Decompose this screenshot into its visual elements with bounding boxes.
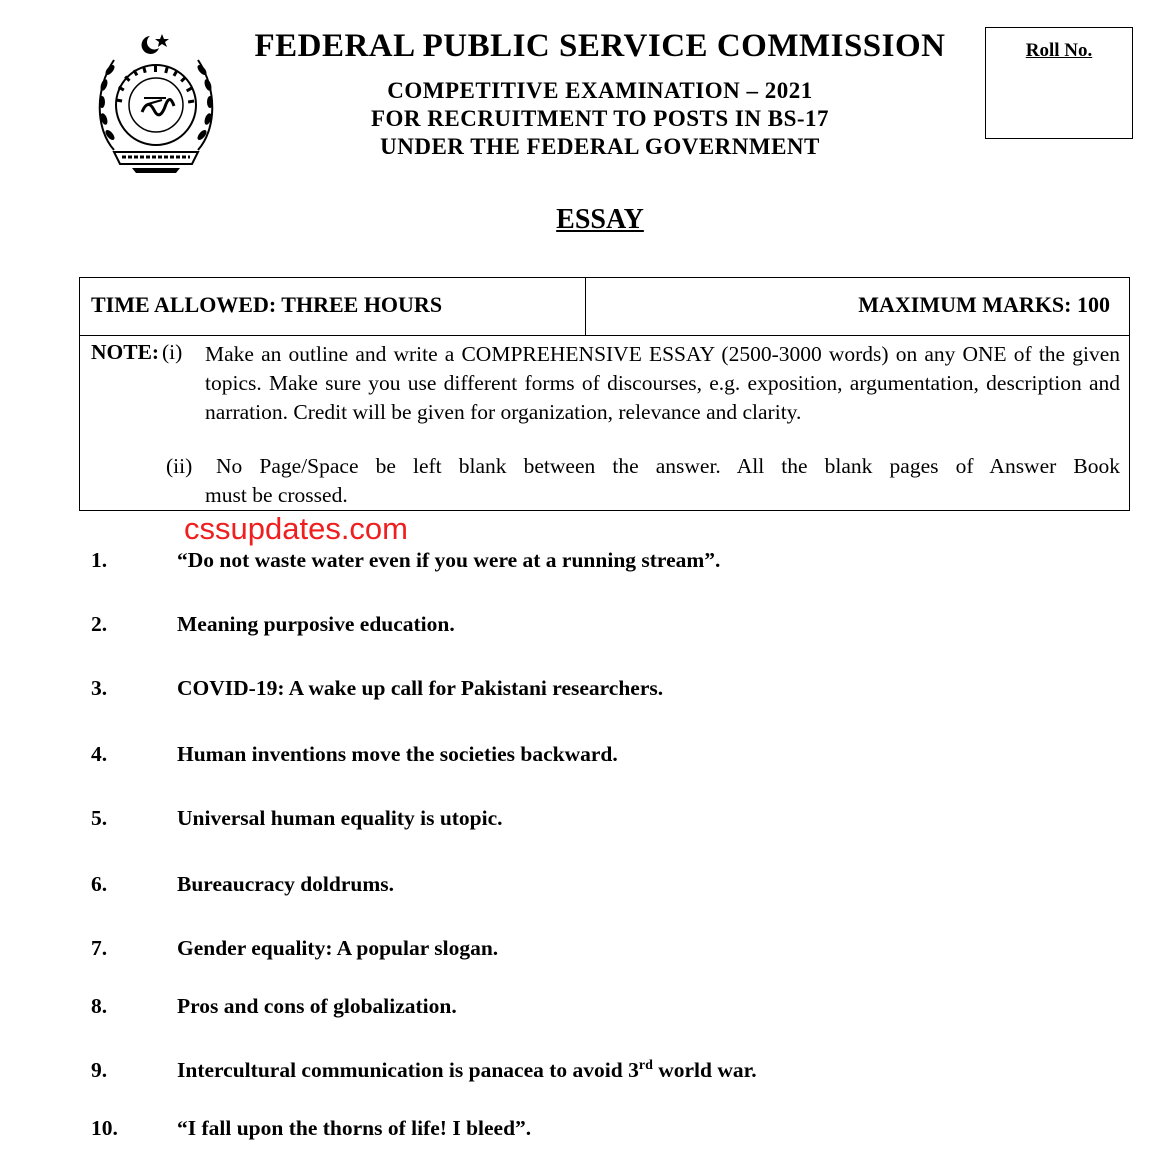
question-number: 8. — [91, 994, 108, 1018]
question-text: Meaning purposive education. — [177, 612, 455, 636]
question-text-part: world war. — [652, 1058, 757, 1083]
roll-number-box — [985, 27, 1133, 139]
question-number: 4. — [91, 742, 108, 766]
question-text-part: Intercultural communication is panacea to avoid 3 — [177, 1058, 639, 1083]
time-marks-row — [80, 278, 1129, 336]
note-item-number: (ii) — [166, 454, 193, 478]
maximum-marks: MAXIMUM MARKS: 100 — [858, 292, 1110, 317]
note-item-text: No Page/Space be left blank between the answer. All the blank pages of Answer Book — [216, 454, 1120, 478]
note-item-text: must be crossed. — [205, 483, 348, 507]
question-number: 6. — [91, 872, 108, 896]
note-label: NOTE: — [91, 340, 160, 364]
question-text: Gender equality: A popular slogan. — [177, 936, 499, 960]
question-number: 1. — [91, 548, 108, 572]
ordinal-suffix: rd — [638, 1058, 653, 1073]
question-number: 7. — [91, 936, 108, 960]
question-number: 2. — [91, 612, 108, 636]
question-text: “I fall upon the thorns of life! I bleed”. — [177, 1116, 532, 1140]
watermark-text: cssupdates.com — [184, 511, 408, 546]
note-item-text: Make an outline and write a COMPREHENSIVE ESSAY (2500-3000 words) on any ONE of the given topics. Make sure you use different forms of discourses, e.g. exposition, argumentation, description and narration. Credit will be given for organization, relevance and clarity. — [205, 342, 1120, 424]
note-item-number: (i) — [162, 340, 183, 364]
exam-line: COMPETITIVE EXAMINATION – 2021 — [387, 78, 813, 103]
question-text: Bureaucracy doldrums. — [177, 872, 394, 896]
fpsc-seal-icon — [92, 30, 220, 175]
subject-title: ESSAY — [556, 204, 644, 235]
recruitment-line: FOR RECRUITMENT TO POSTS IN BS-17 — [370, 106, 830, 131]
organization-title: FEDERAL PUBLIC SERVICE COMMISSION — [254, 28, 946, 64]
question-number: 3. — [91, 676, 108, 700]
question-number: 10. — [91, 1116, 118, 1140]
question-text: COVID-19: A wake up call for Pakistani researchers. — [177, 676, 664, 700]
instructions-table — [79, 277, 1130, 511]
time-allowed: TIME ALLOWED: THREE HOURS — [91, 292, 443, 317]
government-line: UNDER THE FEDERAL GOVERNMENT — [380, 134, 820, 159]
roll-number-label: Roll No. — [1025, 40, 1093, 61]
question-text: Universal human equality is utopic. — [177, 806, 503, 830]
question-text: Pros and cons of globalization. — [177, 994, 457, 1018]
cell-divider — [585, 278, 586, 336]
question-text — [177, 1058, 757, 1083]
question-number: 5. — [91, 806, 108, 830]
question-number: 9. — [91, 1058, 108, 1082]
question-text: “Do not waste water even if you were at a running stream”. — [177, 548, 721, 572]
question-text: Human inventions move the societies backward. — [177, 742, 618, 766]
